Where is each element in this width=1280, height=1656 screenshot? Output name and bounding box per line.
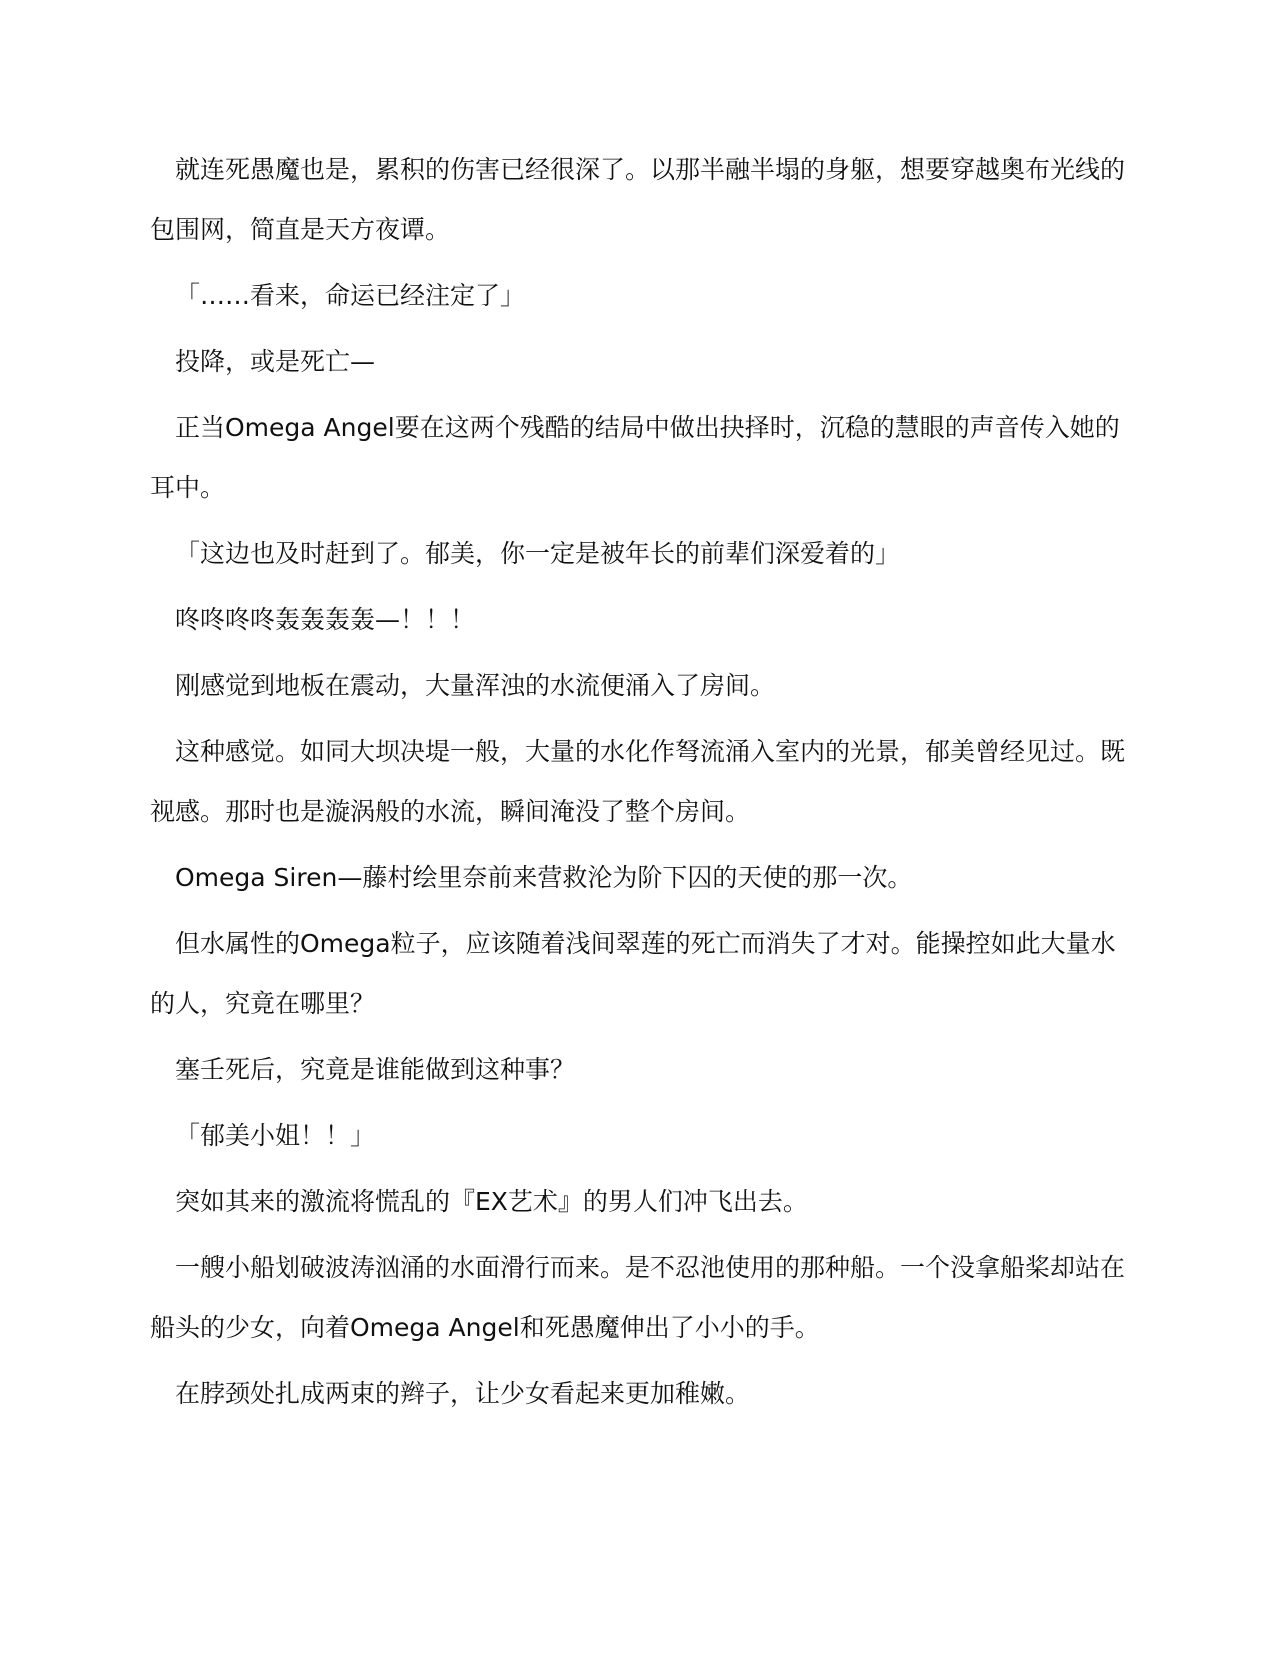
paragraph: 就连死愚魔也是，累积的伤害已经很深了。以那半融半塌的身躯，想要穿越奥布光线的包围网，简直是天方夜谭。: [150, 155, 1126, 244]
paragraph: 投降，或是死亡—: [175, 347, 376, 376]
paragraph: Omega Siren—藤村绘里奈前来营救沦为阶下囚的天使的那一次。: [175, 863, 913, 892]
paragraph: 但水属性的Omega粒子，应该随着浅间翠莲的死亡而消失了才对。能操控如此大量水的人，究竟在哪里？: [150, 929, 1116, 1018]
paragraph: 这种感觉。如同大坝决堤一般，大量的水化作弩流涌入室内的光景，郁美曾经见过。既视感。那时也是漩涡般的水流，瞬间淹没了整个房间。: [150, 737, 1126, 826]
paragraph: 在脖颈处扎成两束的辫子，让少女看起来更加稚嫩。: [175, 1379, 751, 1408]
paragraph: 突如其来的激流将慌乱的『EX艺术』的男人们冲飞出去。: [175, 1187, 808, 1216]
paragraph: 咚咚咚咚轰轰轰轰—！！！: [175, 605, 476, 634]
paragraph: 一艘小船划破波涛汹涌的水面滑行而来。是不忍池使用的那种船。一个没拿船桨却站在船头的少女，向着Omega Angel和死愚魔伸出了小小的手。: [150, 1253, 1126, 1342]
paragraph: 塞壬死后，究竟是谁能做到这种事？: [175, 1055, 576, 1084]
paragraph: 刚感觉到地板在震动，大量浑浊的水流便涌入了房间。: [175, 671, 776, 700]
paragraph: 「这边也及时赶到了。郁美，你一定是被年长的前辈们深爱着的」: [175, 539, 901, 568]
paragraph: 「郁美小姐！！」: [175, 1121, 376, 1150]
paragraph: 正当Omega Angel要在这两个残酷的结局中做出抉择时，沉稳的慧眼的声音传入她的耳中。: [150, 413, 1120, 502]
paragraph: 「……看来，命运已经注定了」: [175, 281, 526, 310]
